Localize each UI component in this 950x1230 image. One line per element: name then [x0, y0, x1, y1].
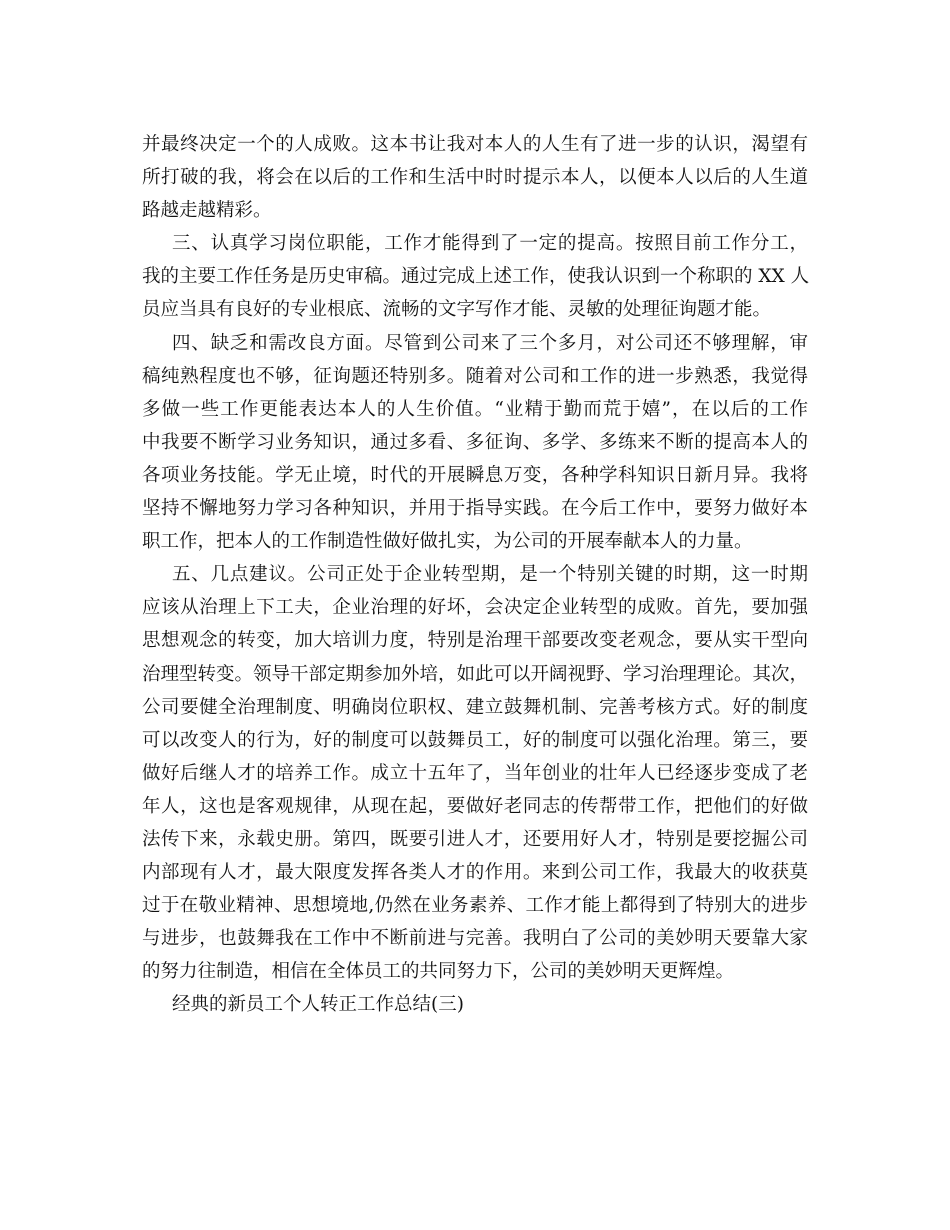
text-line: 做好后继人才的培养工作。成立十五年了，当年创业的壮年人已经逐步变成了老	[142, 762, 808, 784]
text-line: 并最终决定一个的人成败。这本书让我对本人的人生有了进一步的认识，渴望有	[142, 134, 808, 155]
text-line: 内部现有人才，最大限度发挥各类人才的作用。来到公司工作，我最大的收获莫	[142, 862, 808, 884]
text-line: 多做一些工作更能表达本人的人生价值。“业精于勤而荒于嬉”，在以后的工作	[142, 398, 808, 420]
text-line: 年人，这也是客观规律，从现在起，要做好老同志的传帮带工作，把他们的好做	[142, 795, 808, 817]
section-heading: 经典的新员工个人转正工作总结(三)	[172, 994, 464, 1016]
text-line: 治理型转变。领导干部定期参加外培，如此可以开阔视野、学习治理理论。其次，	[142, 663, 809, 685]
text-line: 职工作，把本人的工作制造性做好做扎实，为公司的开展奉献本人的力量。	[142, 531, 753, 553]
text-line: 法传下来，永载史册。第四，既要引进人才，还要用好人才，特别是要挖掘公司	[142, 828, 808, 850]
text-line: 公司要健全治理制度、明确岗位职权、建立鼓舞机制、完善考核方式。好的制度	[142, 696, 808, 718]
text-line: 我的主要工作任务是历史审稿。通过完成上述工作，使我认识到一个称职的 XX 人	[142, 266, 810, 288]
document-body	[142, 128, 808, 1022]
text-line: 的努力往制造，相信在全体员工的共同努力下，公司的美妙明天更辉煌。	[142, 961, 735, 983]
text-line: 员应当具有良好的专业根底、流畅的文字写作才能、灵敏的处理征询题才能。	[142, 299, 772, 321]
paragraph-start-line: 三、认真学习岗位职能，工作才能得到了一定的提高。按照目前工作分工，	[172, 233, 808, 255]
paragraph-start-line: 四、缺乏和需改良方面。尽管到公司来了三个多月，对公司还不够理解，审	[172, 332, 808, 354]
text-line: 应该从治理上下工夫，企业治理的好坏，会决定企业转型的成败。首先，要加强	[142, 597, 808, 619]
paragraph-start-line: 五、几点建议。公司正处于企业转型期，是一个特别关键的时期，这一时期	[172, 564, 808, 586]
text-line: 思想观念的转变，加大培训力度，特别是治理干部要改变老观念，要从实干型向	[142, 630, 808, 652]
text-line: 与进步，也鼓舞我在工作中不断前进与完善。我明白了公司的美妙明天要靠大家	[142, 928, 808, 950]
text-line: 过于在敬业精神、思想境地,仍然在业务素养、工作才能上都得到了特别大的进步	[142, 895, 808, 917]
text-line: 中我要不断学习业务知识，通过多看、多征询、多学、多练来不断的提高本人的	[142, 431, 808, 453]
text-line: 路越走越精彩。	[142, 200, 272, 222]
text-line: 稿纯熟程度也不够，征询题还特别多。随着对公司和工作的进一步熟悉，我觉得	[142, 365, 808, 387]
text-line: 所打破的我，将会在以后的工作和生活中时时提示本人，以便本人以后的人生道	[142, 167, 808, 189]
text-line: 可以改变人的行为，好的制度可以鼓舞员工，好的制度可以强化治理。第三，要	[142, 729, 808, 751]
text-line: 坚持不懈地努力学习各种知识，并用于指导实践。在今后工作中，要努力做好本	[142, 498, 808, 520]
text-line: 各项业务技能。学无止境，时代的开展瞬息万变，各种学科知识日新月异。我将	[142, 464, 808, 486]
